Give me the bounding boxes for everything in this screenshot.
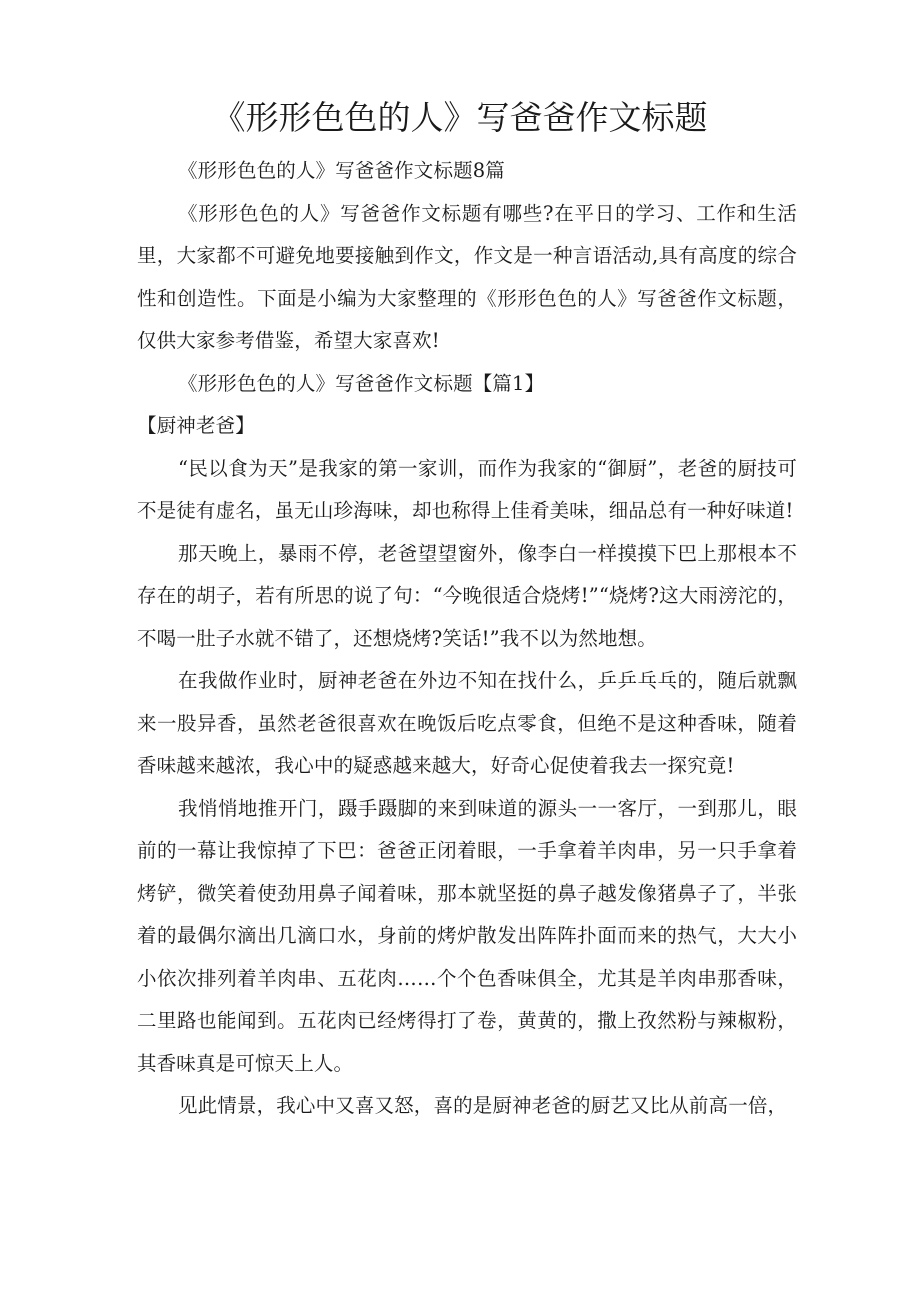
- body-paragraph: “民以食为天”是我家的第一家训，而作为我家的“御厨”，老爸的厨技可不是徒有虚名，虽无山珍海味，却也称得上佳肴美味，细品总有一种好味道!: [137, 456, 797, 522]
- body-paragraph: 我悄悄地推开门，蹑手蹑脚的来到味道的源头一一客厅，一到那儿，眼前的一幕让我惊掉了下巴：爸爸正闭着眼，一手拿着羊肉串，另一只手拿着烤铲，微笑着使劲用鼻子闻着味，那本就坚挺的鼻子越发像猪鼻子了，半张着的最偶尔滴出几滴口水，身前的烤炉散发出阵阵扑面而来的热气，大大小小依次排列着羊肉串、五花肉……个个色香味俱全，尤其是羊肉串那香味，二里路也能闻到。五花肉已经烤得打了卷，黄黄的，撒上孜然粉与辣椒粉，其香味真是可惊天上人。: [137, 796, 797, 1075]
- document-body: [137, 150, 797, 1128]
- subtitle-paragraph: 《形形色色的人》写爸爸作文标题8篇: [178, 159, 505, 182]
- body-paragraph: 见此情景，我心中又喜又怒，喜的是厨神老爸的厨艺又比从前高一倍，: [178, 1094, 788, 1117]
- section-heading: 《形形色色的人》写爸爸作文标题【篇1】: [178, 371, 545, 395]
- body-paragraph: 那天晚上，暴雨不停，老爸望望窗外，像李白一样摸摸下巴上那根本不存在的胡子，若有所思的说了句：“今晚很适合烧烤!”“烧烤?这大雨滂沱的，不喝一肚子水就不错了，还想烧烤?笑话!”我不以为然地想。: [137, 541, 797, 650]
- essay-title: 【厨神老爸】: [137, 414, 255, 437]
- intro-paragraph: 《形形色色的人》写爸爸作文标题有哪些?在平日的学习、工作和生活里，大家都不可避免地要接触到作文，作文是一种言语活动,具有高度的综合性和创造性。下面是小编为大家整理的《形形色色的人》写爸爸作文标题，仅供大家参考借鉴，希望大家喜欢!: [137, 201, 797, 352]
- document-title: 《形形色色的人》写爸爸作文标题: [212, 98, 708, 137]
- body-paragraph: 在我做作业时，厨神老爸在外边不知在找什么，乒乒乓乓的，随后就飘来一股异香，虽然老爸很喜欢在晚饭后吃点零食，但绝不是这种香味，随着香味越来越浓，我心中的疑惑越来越大，好奇心促使着我去一探究竟!: [137, 669, 797, 777]
